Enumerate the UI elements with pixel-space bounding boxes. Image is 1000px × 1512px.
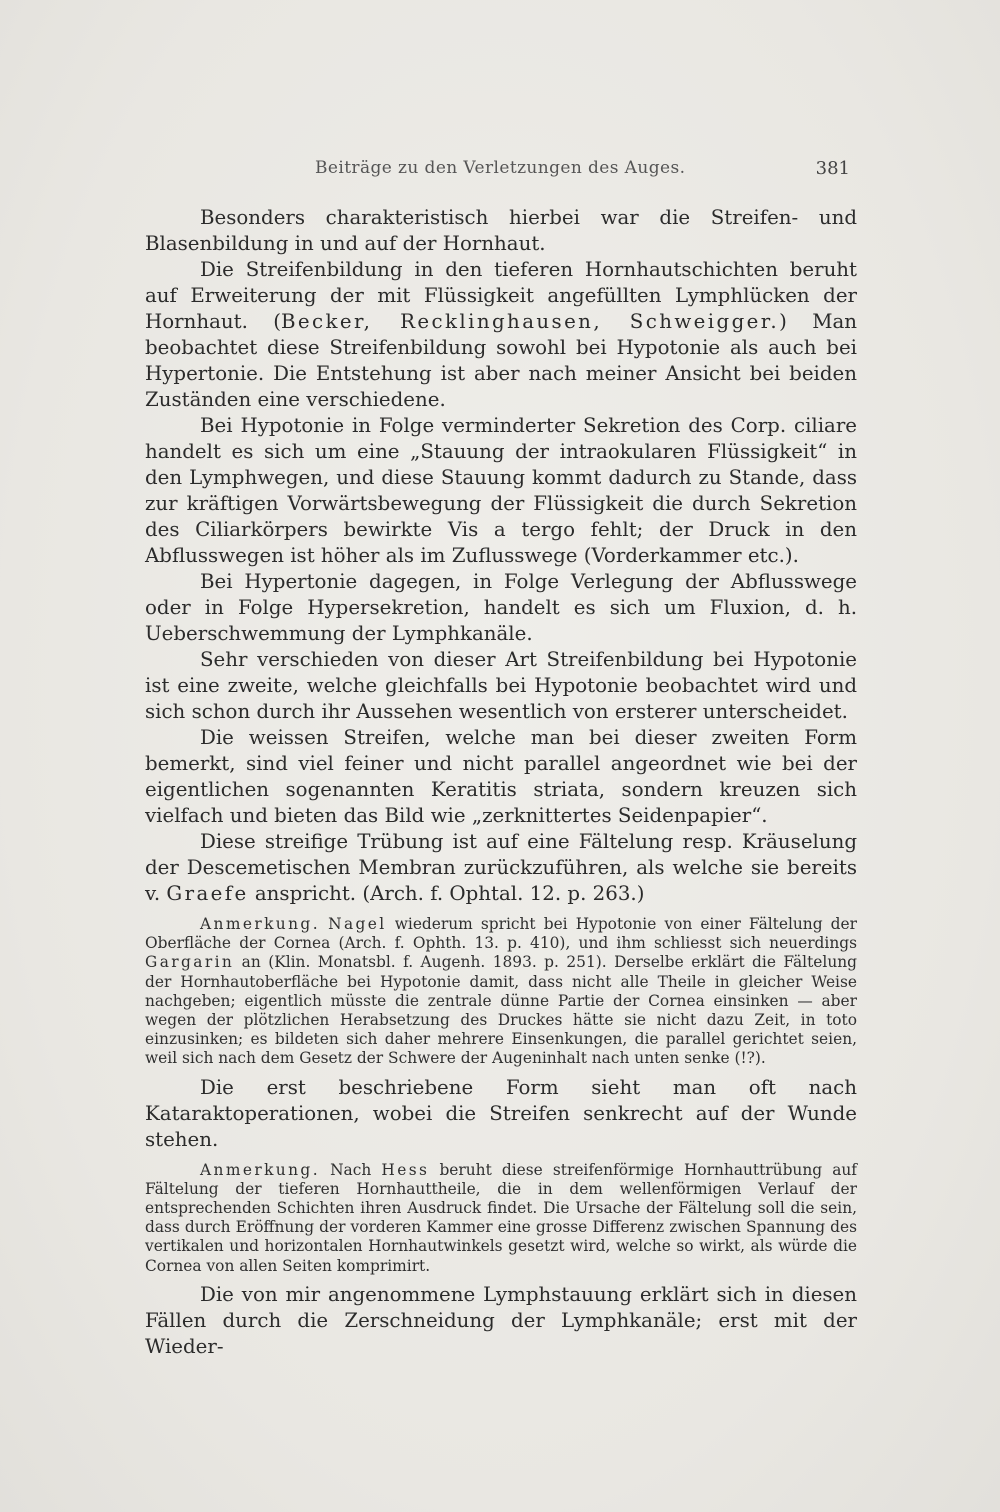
paragraph-7 (145, 829, 857, 907)
paragraph-1: Besonders charakteristisch hierbei war die Streifen- und Blasenbildung in und auf der Hornhaut. (145, 206, 857, 255)
cited-author-graefe: Graefe (166, 882, 249, 905)
footnote-2-part-b: beruht diese streifenförmige Hornhauttrübung auf Fältelung der tieferen Hornhauttheile, die in dem wellenförmigen Verlauf der entsprechenden Schichten ihren Ausdruck findet. Die Ursache der Fältelung soll die sein, dass durch Eröffnung der vorderen Kammer eine grosse Differenz zwischen Spannung des vertikalen und horizontalen Hornhautwinkels gesetzt wird, welche so wirkt, als würde die Cornea von allen Seiten komprimirt. (145, 1160, 857, 1275)
running-title: Beiträge zu den Verletzungen des Auges. (315, 158, 686, 178)
paragraph-2-part-a: Die Streifenbildung in den tieferen Hornhautschichten beruht auf Erweiterung der mit Flüssigkeit angefüllten Lymphlücken der Hornhaut. ( (145, 258, 857, 333)
paragraph-5: Sehr verschieden von dieser Art Streifenbildung bei Hypotonie ist eine zweite, welche gleichfalls bei Hypotonie beobachtet wird und sich schon durch ihr Aussehen wesentlich von ersterer unterscheidet. (145, 648, 857, 723)
footnote-2-label: Anmerkung. (200, 1160, 320, 1179)
footnote-1-part-b: an (Klin. Monatsbl. f. Augenh. 1893. p. 251). Derselbe erklärt die Fältelung der Hornhautoberfläche bei Hypotonie damit, dass nicht alle Theile in gleicher Weise nachgeben; eigentlich müsste die zentrale dünne Partie der Cornea einsinken — aber wegen der plötzlichen Herabsetzung des Druckes hätte sie nicht dazu Zeit, in toto einzusinken; es bildeten sich daher mehrere Einsenkungen, die parallel gerichtet seien, weil sich nach dem Gesetz der Schwere der Augeninhalt nach unten senke (!?). (145, 953, 857, 1068)
footnote-2 (145, 1161, 857, 1276)
paragraph-2-part-b: ) Man beobachtet diese Streifenbildung sowohl bei Hypotonie als auch bei Hypertonie. Die Entstehung ist aber nach meiner Ansicht bei beiden Zuständen eine verschiedene. (145, 310, 858, 411)
paragraph-8: Die erst beschriebene Form sieht man oft nach Kataraktoperationen, wobei die Streifen senkrecht auf der Wunde stehen. (145, 1075, 857, 1151)
page-header (150, 158, 850, 186)
footnote-1-label: Anmerkung. (200, 915, 320, 933)
footnote-1-author-2: Gargarin (145, 953, 235, 972)
paragraph-7-part-b: anspricht. (Arch. f. Ophtal. 12. p. 263.) (248, 882, 645, 905)
footnote-1-part-a: wiederum spricht bei Hypotonie von einer Fältelung der Oberfläche der Cornea (Arch. f. Ophth. 13. p. 410), und ihm schliesst sich neuerdings (145, 915, 857, 953)
paragraph-3: Bei Hypotonie in Folge verminderter Sekretion des Corp. ciliare handelt es sich um eine „Stauung der intraokularen Flüssigkeit“ in den Lymphwegen, und diese Stauung kommt dadurch zu Stande, dass zur kräftigen Vorwärtsbewegung der Flüssigkeit die durch Sekretion des Ciliarkörpers bewirkte Vis a tergo fehlt; der Druck in den Abflusswegen ist höher als im Zuflusswege (Vorderkammer etc.). (145, 414, 857, 567)
paragraph-6: Die weissen Streifen, welche man bei dieser zweiten Form bemerkt, sind viel feiner und nicht parallel angeordnet wie bei der eigentlichen sogenannten Keratitis striata, sondern kreuzen sich vielfach und bieten das Bild wie „zerknittertes Seidenpapier“. (145, 726, 857, 827)
footnote-2-part-a: Nach (319, 1160, 382, 1179)
paragraph-7-part-a: Diese streifige Trübung ist auf eine Fältelung resp. Kräuselung der Descemetischen Membran zurückzuführen, als welche sie bereits v. (145, 830, 857, 905)
page-number: 381 (815, 158, 850, 179)
body-text (145, 205, 857, 1360)
footnote-1-author: Nagel (328, 915, 387, 933)
cited-authors: Becker, Recklinghausen, Schweigger. (280, 310, 780, 333)
footnote-1 (145, 915, 857, 1069)
footnote-2-author: Hess (381, 1160, 430, 1179)
paragraph-2 (145, 257, 857, 413)
paragraph-9: Die von mir angenommene Lymphstauung erklärt sich in diesen Fällen durch die Zerschneidung der Lymphkanäle; erst mit der Wieder- (145, 1282, 857, 1358)
paragraph-4: Bei Hypertonie dagegen, in Folge Verlegung der Abflusswege oder in Folge Hypersekretion, handelt es sich um Fluxion, d. h. Ueberschwemmung der Lymphkanäle. (145, 570, 857, 645)
